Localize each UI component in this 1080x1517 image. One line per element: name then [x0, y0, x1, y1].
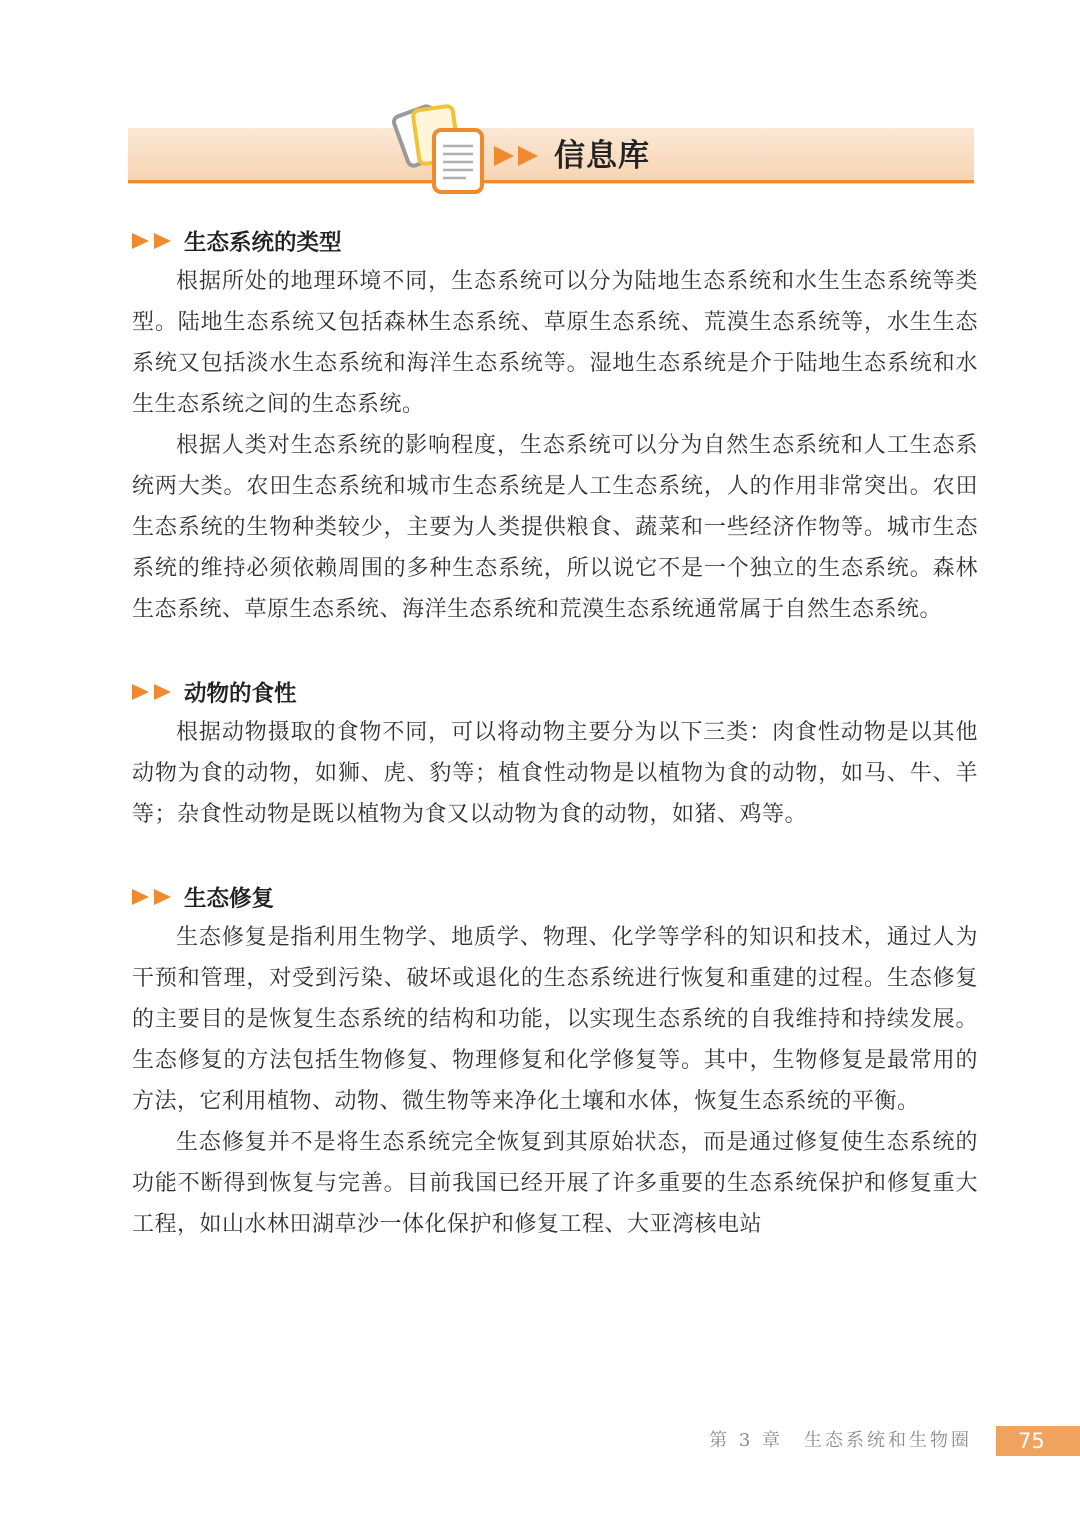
paragraph: 根据动物摄取的食物不同，可以将动物主要分为以下三类：肉食性动物是以其他动物为食的动物，如狮、虎、豹等；植食性动物是以植物为食的动物，如马、牛、羊等；杂食性动物是既以植物为食又以动物为食的动物，如猪、鸡等。 [132, 720, 978, 827]
footer-chapter-label: 第 3 章 生态系统和生物圈 [709, 1430, 972, 1451]
paragraph: 生态修复并不是将生态系统完全恢复到其原始状态，而是通过修复使生态系统的功能不断得到恢复与完善。目前我国已经开展了许多重要的生态系统保护和修复重大工程，如山水林田湖草沙一体化保护和修复工程、大亚湾核电站 [132, 1130, 978, 1237]
page-number: 75 [1018, 1429, 1045, 1453]
main-content [132, 220, 978, 1245]
section-heading [132, 876, 978, 917]
section-heading [132, 220, 978, 261]
section-title: 动物的食性 [184, 680, 297, 707]
document-stack-icon [386, 100, 496, 200]
header-banner [128, 128, 974, 184]
paragraph: 生态修复是指利用生物学、地质学、物理、化学等学科的知识和技术，通过人为干预和管理，对受到污染、破坏或退化的生态系统进行恢复和重建的过程。生态修复的主要目的是恢复生态系统的结构和功能，以实现生态系统的自我维持和持续发展。生态修复的方法包括生物修复、物理修复和化学修复等。其中，生物修复是最常用的方法，它利用植物、动物、微生物等来净化土壤和水体，恢复生态系统的平衡。 [132, 925, 978, 1114]
header-underline [128, 180, 974, 183]
double-arrow-right-icon [494, 143, 542, 169]
double-arrow-right-icon [132, 683, 176, 701]
section-title: 生态系统的类型 [184, 229, 342, 256]
double-arrow-right-icon [132, 888, 176, 906]
section-heading [132, 671, 978, 712]
section-title: 生态修复 [184, 885, 275, 912]
page-title: 信息库 [554, 138, 650, 174]
double-arrow-right-icon [132, 232, 176, 250]
paragraph: 根据所处的地理环境不同，生态系统可以分为陆地生态系统和水生生态系统等类型。陆地生态系统又包括森林生态系统、草原生态系统、荒漠生态系统等，水生生态系统又包括淡水生态系统和海洋生态系统等。湿地生态系统是介于陆地生态系统和水生生态系统之间的生态系统。 [132, 269, 978, 417]
paragraph: 根据人类对生态系统的影响程度，生态系统可以分为自然生态系统和人工生态系统两大类。农田生态系统和城市生态系统是人工生态系统，人的作用非常突出。农田生态系统的生物种类较少，主要为人类提供粮食、蔬菜和一些经济作物等。城市生态系统的维持必须依赖周围的多种生态系统，所以说它不是一个独立的生态系统。森林生态系统、草原生态系统、海洋生态系统和荒漠生态系统通常属于自然生态系统。 [132, 433, 978, 622]
